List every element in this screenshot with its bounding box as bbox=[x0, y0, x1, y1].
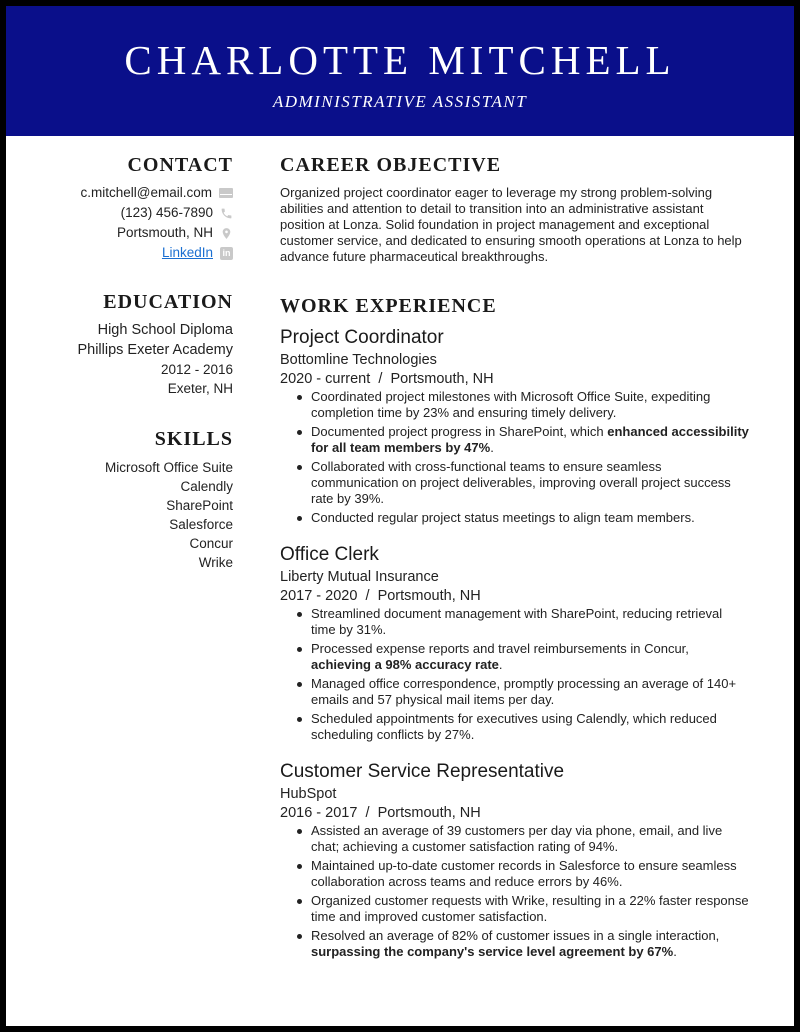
contact-phone bbox=[6, 203, 233, 223]
skill-item: SharePoint bbox=[166, 498, 233, 513]
skills-title: SKILLS bbox=[154, 428, 233, 450]
location-text: Portsmouth, NH bbox=[116, 225, 213, 240]
job-company: Bottomline Technologies bbox=[280, 352, 437, 368]
list-item: Organized customer requests with Wrike, resulting in a 22% faster response time and improved customer satisfaction. bbox=[280, 893, 750, 925]
job-dates-location bbox=[280, 805, 750, 821]
contact-email bbox=[6, 183, 233, 203]
job-separator: / bbox=[357, 588, 378, 604]
job-entry bbox=[280, 544, 750, 743]
objective-title: CAREER OBJECTIVE bbox=[280, 154, 502, 176]
job-dates: 2016 - 2017 bbox=[280, 805, 358, 821]
list-item: Scheduled appointments for executives using Calendly, which reduced scheduling conflicts by 27%. bbox=[280, 711, 750, 743]
job-dates-location bbox=[280, 588, 750, 604]
list-item: Managed office correspondence, promptly processing an average of 140+ emails and 57 physical mail items per day. bbox=[280, 676, 750, 708]
skill-item: Concur bbox=[189, 536, 233, 551]
experience-title: WORK EXPERIENCE bbox=[280, 295, 497, 317]
job-dates: 2020 - current bbox=[280, 371, 371, 387]
bullet-highlight: enhanced accessibility for all team members by 47% bbox=[311, 424, 749, 455]
job-title: Project Coordinator bbox=[280, 327, 444, 348]
list-item: Processed expense reports and travel reimbursements in Concur, achieving a 98% accuracy rate. bbox=[280, 641, 750, 673]
skill-item: Salesforce bbox=[169, 517, 233, 532]
job-bullets bbox=[280, 823, 750, 960]
education-years: 2012 - 2016 bbox=[160, 362, 233, 377]
job-title: Customer Service Representative bbox=[280, 761, 565, 782]
left-column bbox=[6, 154, 233, 572]
job-location: Portsmouth, NH bbox=[390, 371, 494, 387]
education-location: Exeter, NH bbox=[167, 381, 233, 396]
skill-item: Wrike bbox=[198, 555, 233, 570]
job-bullets bbox=[280, 606, 750, 743]
resume-header bbox=[6, 6, 794, 136]
contact-title: CONTACT bbox=[127, 154, 233, 176]
job-dates-location bbox=[280, 371, 750, 387]
job-location: Portsmouth, NH bbox=[377, 588, 481, 604]
list-item: Collaborated with cross-functional teams to ensure seamless communication on project deliverables, improving overall project success rate by 39%. bbox=[280, 459, 750, 507]
skill-item: Calendly bbox=[180, 479, 233, 494]
list-item: Conducted regular project status meetings to align team members. bbox=[280, 510, 750, 526]
email-text: c.mitchell@email.com bbox=[80, 185, 212, 200]
list-item: Maintained up-to-date customer records in Salesforce to ensure seamless collaboration across teams and reduce errors by 46%. bbox=[280, 858, 750, 890]
education-title: EDUCATION bbox=[103, 291, 233, 313]
skills-list bbox=[6, 458, 233, 572]
skill-item: Microsoft Office Suite bbox=[104, 460, 233, 475]
phone-text: (123) 456-7890 bbox=[120, 205, 213, 220]
list-item: Documented project progress in SharePoint, which enhanced accessibility for all team members by 47%. bbox=[280, 424, 750, 456]
objective-text: Organized project coordinator eager to leverage my strong problem-solving abilities and attention to detail to transition into an administrative assistant position at Lonza. Solid foundation in project management and exceptional customer service, and dedicated to ensuring smooth operations at Lonza to help advance future pharmaceutical breakthroughs. bbox=[280, 185, 742, 264]
education-school: Phillips Exeter Academy bbox=[77, 342, 233, 358]
candidate-name: CHARLOTTE MITCHELL bbox=[124, 37, 676, 83]
job-separator: / bbox=[357, 805, 378, 821]
job-company: HubSpot bbox=[280, 786, 337, 802]
list-item: Assisted an average of 39 customers per day via phone, email, and live chat; achieving a customer satisfaction rating of 94%. bbox=[280, 823, 750, 855]
job-entry bbox=[280, 327, 750, 526]
list-item: Resolved an average of 82% of customer issues in a single interaction, surpassing the company's service level agreement by 67%. bbox=[280, 928, 750, 960]
contact-location bbox=[6, 223, 233, 243]
job-location: Portsmouth, NH bbox=[377, 805, 481, 821]
location-pin-icon bbox=[220, 227, 233, 240]
candidate-headline: ADMINISTRATIVE ASSISTANT bbox=[272, 92, 528, 111]
right-column bbox=[280, 154, 750, 963]
job-entry bbox=[280, 761, 750, 960]
job-company: Liberty Mutual Insurance bbox=[280, 569, 439, 585]
list-item: Streamlined document management with SharePoint, reducing retrieval time by 31%. bbox=[280, 606, 750, 638]
phone-icon bbox=[220, 207, 233, 220]
job-dates: 2017 - 2020 bbox=[280, 588, 358, 604]
linkedin-link[interactable]: LinkedIn bbox=[161, 245, 213, 260]
contact-list bbox=[6, 183, 233, 263]
resume-page bbox=[6, 6, 794, 1026]
job-title: Office Clerk bbox=[280, 544, 379, 565]
job-separator: / bbox=[370, 371, 391, 387]
education-block bbox=[6, 320, 233, 398]
education-degree: High School Diploma bbox=[97, 322, 233, 338]
bullet-highlight: achieving a 98% accuracy rate bbox=[311, 657, 499, 672]
job-bullets bbox=[280, 389, 750, 526]
jobs-list bbox=[280, 327, 750, 960]
mail-icon bbox=[219, 188, 233, 198]
linkedin-icon: in bbox=[220, 247, 233, 260]
bullet-highlight: surpassing the company's service level agreement by 67% bbox=[311, 944, 674, 959]
list-item: Coordinated project milestones with Microsoft Office Suite, expediting completion time by 23% and ensuring timely delivery. bbox=[280, 389, 750, 421]
contact-linkedin bbox=[6, 243, 233, 263]
